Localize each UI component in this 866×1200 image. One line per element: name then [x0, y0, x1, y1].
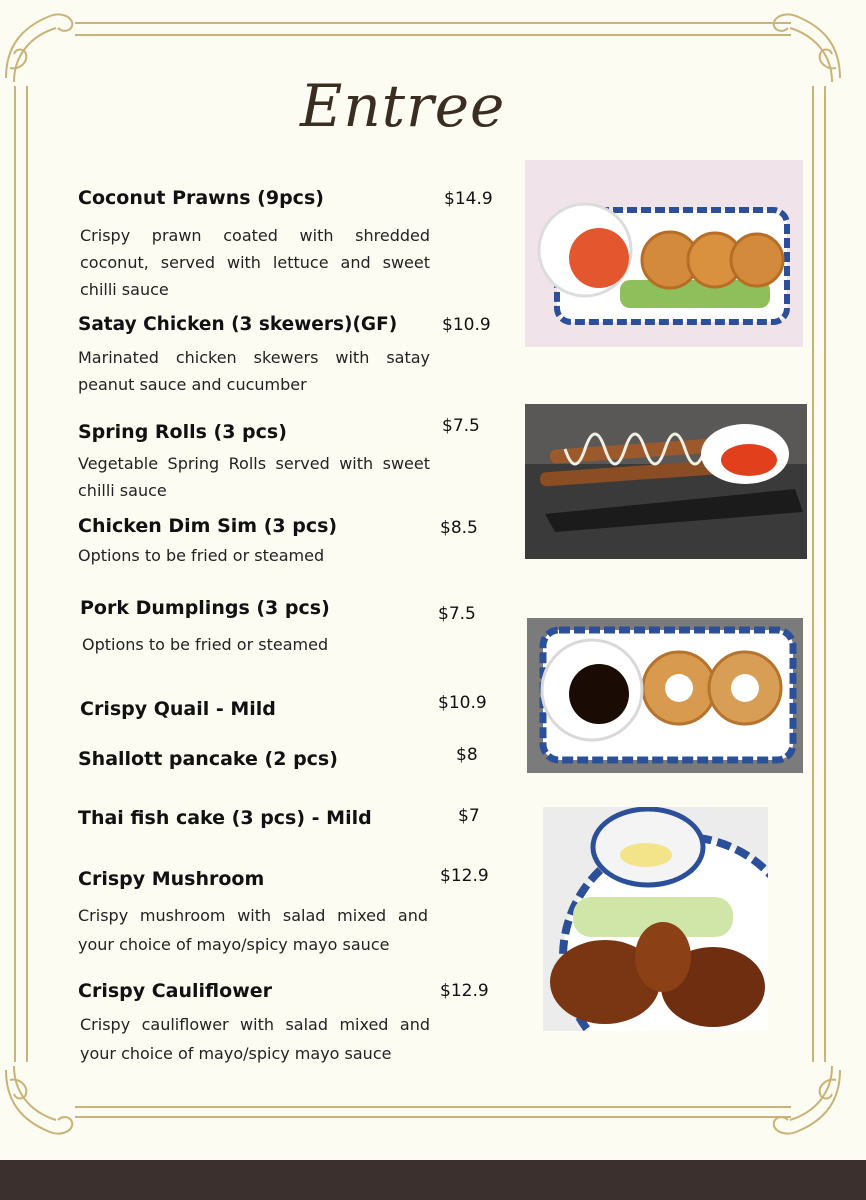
item-desc-coconut-prawns: Crispy prawn coated with shredded coconut, served with lettuce and sweet chilli sauce	[80, 226, 430, 299]
item-price-pork-dumplings: $7.5	[438, 604, 476, 624]
corner-ornament-icon	[0, 1060, 80, 1140]
item-price-shallott-pancake: $8	[456, 745, 478, 765]
item-desc-crispy-mushroom: Crispy mushroom with salad mixed and your choice of mayo/spicy mayo sauce	[78, 906, 428, 954]
bottom-border-line-inner	[75, 1116, 791, 1118]
item-name-crispy-quail: Crispy Quail - Mild	[80, 698, 276, 720]
item-name-spring-rolls: Spring Rolls (3 pcs)	[78, 421, 287, 443]
item-desc-pork-dumplings: Options to be fried or steamed	[82, 635, 329, 654]
left-border-line-inner	[26, 86, 28, 1062]
photo-coconut-prawns	[525, 160, 803, 347]
photo-spring-rolls	[525, 404, 807, 559]
footer-bar	[0, 1160, 866, 1200]
bottom-border-line	[75, 1106, 791, 1108]
item-desc-satay-chicken: Marinated chicken skewers with satay peanut sauce and cucumber	[78, 348, 430, 394]
right-border-line	[824, 86, 826, 1062]
corner-ornament-icon	[766, 8, 846, 88]
item-price-coconut-prawns: $14.9	[444, 189, 493, 209]
right-border-line-inner	[812, 86, 814, 1062]
corner-ornament-icon	[0, 8, 80, 88]
item-desc-chicken-dim-sim: Options to be fried or steamed	[78, 546, 325, 565]
corner-ornament-icon	[766, 1060, 846, 1140]
item-price-chicken-dim-sim: $8.5	[440, 518, 478, 538]
item-name-coconut-prawns: Coconut Prawns (9pcs)	[78, 187, 324, 209]
top-border-line-inner	[75, 34, 791, 36]
item-name-chicken-dim-sim: Chicken Dim Sim (3 pcs)	[78, 515, 338, 537]
item-desc-spring-rolls: Vegetable Spring Rolls served with sweet chilli sauce	[78, 454, 430, 500]
photo-pork-dumplings	[527, 618, 803, 773]
item-name-crispy-cauliflower: Crispy Cauliflower	[78, 980, 272, 1002]
item-price-satay-chicken: $10.9	[442, 315, 491, 335]
item-price-crispy-mushroom: $12.9	[440, 866, 489, 886]
item-name-pork-dumplings: Pork Dumplings (3 pcs)	[80, 597, 330, 619]
item-price-thai-fish-cake: $7	[458, 806, 480, 826]
item-price-crispy-quail: $10.9	[438, 693, 487, 713]
item-desc-crispy-cauliflower: Crispy cauliflower with salad mixed and your choice of mayo/spicy mayo sauce	[80, 1015, 430, 1063]
item-price-crispy-cauliflower: $12.9	[440, 981, 489, 1001]
item-name-thai-fish-cake: Thai fish cake (3 pcs) - Mild	[78, 807, 372, 829]
menu-title: Entree	[300, 72, 506, 140]
item-name-crispy-mushroom: Crispy Mushroom	[78, 868, 265, 890]
item-price-spring-rolls: $7.5	[442, 416, 480, 436]
left-border-line	[14, 86, 16, 1062]
top-border-line	[75, 22, 791, 24]
item-name-satay-chicken: Satay Chicken (3 skewers)(GF)	[78, 314, 398, 335]
photo-crispy-quail	[543, 807, 768, 1031]
item-name-shallott-pancake: Shallott pancake (2 pcs)	[78, 748, 338, 770]
